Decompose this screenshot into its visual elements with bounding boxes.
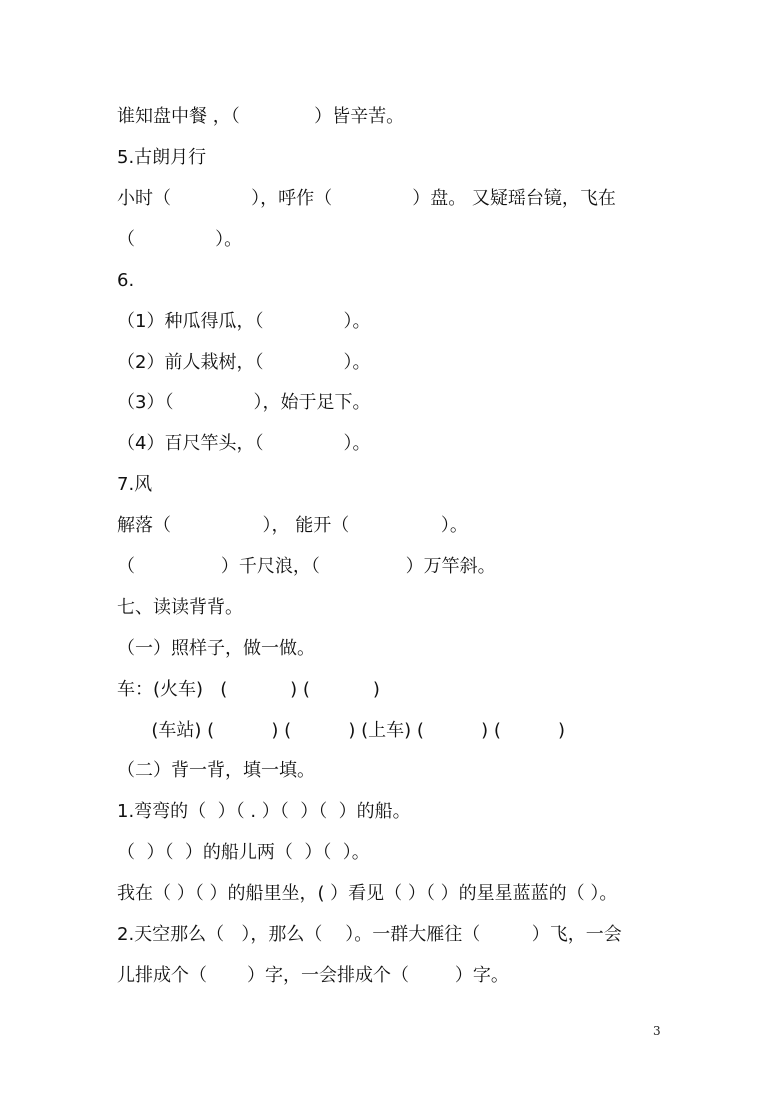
text-line-22: 儿排成个（ ）字，一会排成个（ ）字。 xyxy=(117,965,509,986)
text-line-3: 小时（ ），呼作（ ）盘。 又疑瑶台镜，飞在 xyxy=(117,188,616,209)
page-number: 3 xyxy=(653,1024,661,1038)
text-line-10: 7.风 xyxy=(117,474,153,495)
text-line-9: （4）百尺竿头，（ ）。 xyxy=(117,433,371,454)
text-line-12: （ ）千尺浪，（ ）万竿斜。 xyxy=(117,556,496,577)
text-line-18: 1.弯弯的（ ）（ . ）（ ）（ ）的船。 xyxy=(117,801,411,822)
text-line-20: 我在（ ）（ ）的船里坐，( ）看见（ ）（ ）的星星蓝蓝的（ ）。 xyxy=(117,883,618,904)
text-line-11: 解落（ ）， 能开（ ）。 xyxy=(117,515,468,536)
text-line-15: 车：(火车) ( ) ( ) xyxy=(117,679,380,700)
text-line-14: （一）照样子，做一做。 xyxy=(117,638,315,659)
text-line-21: 2.天空那么（ ），那么（ ）。一群大雁往（ ）飞，一会 xyxy=(117,924,622,945)
text-line-4: （ ）。 xyxy=(117,229,243,250)
text-line-6: （1）种瓜得瓜，（ ）。 xyxy=(117,311,371,332)
text-line-8: （3）（ ），始于足下。 xyxy=(117,392,371,413)
text-line-2: 5.古朗月行 xyxy=(117,147,207,168)
text-line-7: （2）前人栽树，（ ）。 xyxy=(117,352,371,373)
text-line-13: 七、读读背背。 xyxy=(117,597,243,618)
text-line-1: 谁知盘中餐 ，（ ）皆辛苦。 xyxy=(117,106,405,127)
text-line-17: （二）背一背，填一填。 xyxy=(117,760,315,781)
text-line-19: （ ）（ ）的船儿两（ ）（ ）。 xyxy=(117,842,370,863)
text-line-16: (车站) ( ) ( ) (上车) ( ) ( ) xyxy=(117,720,566,741)
text-line-5: 6. xyxy=(117,270,135,291)
